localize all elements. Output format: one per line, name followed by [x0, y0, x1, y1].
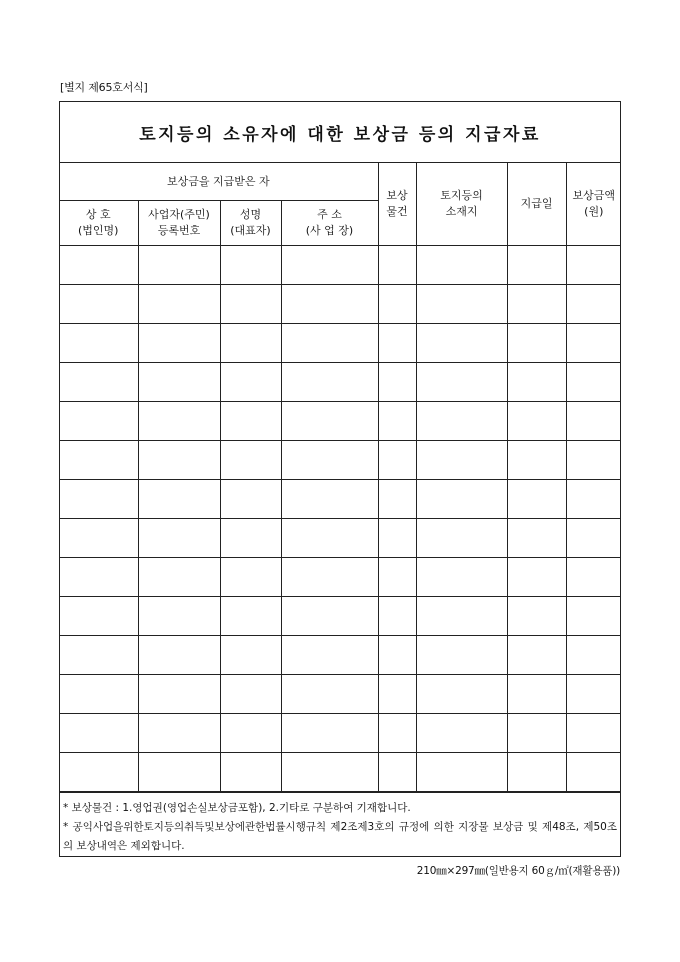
table-cell[interactable] — [378, 753, 416, 792]
table-cell[interactable] — [220, 246, 281, 285]
header-amount: 보상금액 (원) — [566, 163, 621, 246]
table-cell[interactable] — [281, 636, 378, 675]
table-cell[interactable] — [59, 441, 138, 480]
table-cell[interactable] — [220, 441, 281, 480]
paper-spec: 210㎜×297㎜(일반용지 60ｇ/㎡(재활용품)) — [416, 865, 620, 877]
table-body — [59, 246, 621, 792]
table-cell[interactable] — [378, 675, 416, 714]
table-cell[interactable] — [59, 597, 138, 636]
table-cell[interactable] — [138, 558, 220, 597]
recipient-group-header: 보상금을 지급받은 자 — [59, 163, 378, 201]
table-cell[interactable] — [507, 441, 566, 480]
table-cell[interactable] — [220, 753, 281, 792]
table-cell[interactable] — [281, 324, 378, 363]
table-cell[interactable] — [507, 753, 566, 792]
header-reg-no: 사업자(주민) 등록번호 — [138, 201, 220, 246]
table-cell[interactable] — [507, 285, 566, 324]
table-cell[interactable] — [416, 597, 507, 636]
header-company: 상 호 (법인명) — [59, 201, 138, 246]
header-name: 성명 (대표자) — [220, 201, 281, 246]
table-cell[interactable] — [220, 636, 281, 675]
notes-section — [60, 792, 620, 856]
table-cell[interactable] — [59, 636, 138, 675]
payment-table — [59, 163, 621, 792]
table-cell[interactable] — [138, 402, 220, 441]
table-cell[interactable] — [281, 714, 378, 753]
table-cell[interactable] — [378, 402, 416, 441]
table-cell[interactable] — [59, 519, 138, 558]
table-cell[interactable] — [378, 480, 416, 519]
table-cell[interactable] — [59, 324, 138, 363]
table-cell[interactable] — [138, 285, 220, 324]
table-cell[interactable] — [566, 597, 621, 636]
table-cell[interactable] — [416, 324, 507, 363]
table-cell[interactable] — [507, 246, 566, 285]
table-row — [59, 636, 621, 675]
note-item-2: * 공익사업을위한토지등의취득및보상에관한법률시행규칙 제2조제3호의 규정에 의한 지장물 보상금 및 제48조, 제50조의 보상내역은 제외합니다. — [63, 821, 617, 852]
table-cell[interactable] — [220, 480, 281, 519]
table-cell[interactable] — [281, 519, 378, 558]
table-cell[interactable] — [566, 558, 621, 597]
table-row — [59, 285, 621, 324]
table-cell[interactable] — [566, 441, 621, 480]
table-cell[interactable] — [416, 480, 507, 519]
table-cell[interactable] — [59, 285, 138, 324]
table-cell[interactable] — [416, 558, 507, 597]
table-cell[interactable] — [138, 441, 220, 480]
table-row — [59, 519, 621, 558]
table-cell[interactable] — [566, 324, 621, 363]
table-cell[interactable] — [138, 324, 220, 363]
table-cell[interactable] — [220, 597, 281, 636]
table-cell[interactable] — [281, 246, 378, 285]
table-cell[interactable] — [59, 753, 138, 792]
note-item-1: * 보상물건 : 1.영업권(영업손실보상금포함), 2.기타로 구분하여 기재합니다. — [63, 802, 411, 814]
table-cell[interactable] — [281, 441, 378, 480]
table-cell[interactable] — [416, 363, 507, 402]
table-cell[interactable] — [378, 714, 416, 753]
table-cell[interactable] — [566, 285, 621, 324]
header-address: 주 소 (사 업 장) — [281, 201, 378, 246]
table-cell[interactable] — [138, 246, 220, 285]
table-cell[interactable] — [138, 363, 220, 402]
table-cell[interactable] — [220, 324, 281, 363]
table-cell[interactable] — [566, 519, 621, 558]
table-cell[interactable] — [281, 402, 378, 441]
table-cell[interactable] — [566, 753, 621, 792]
table-cell[interactable] — [220, 363, 281, 402]
table-row — [59, 246, 621, 285]
table-cell[interactable] — [507, 636, 566, 675]
table-cell[interactable] — [220, 402, 281, 441]
table-cell[interactable] — [378, 363, 416, 402]
table-cell[interactable] — [566, 480, 621, 519]
table-cell[interactable] — [281, 558, 378, 597]
table-cell[interactable] — [566, 636, 621, 675]
table-cell[interactable] — [281, 753, 378, 792]
table-cell[interactable] — [566, 714, 621, 753]
table-cell[interactable] — [138, 675, 220, 714]
table-cell[interactable] — [416, 636, 507, 675]
table-cell[interactable] — [416, 285, 507, 324]
header-item: 보상 물건 — [378, 163, 416, 246]
table-cell[interactable] — [378, 519, 416, 558]
table-cell[interactable] — [378, 441, 416, 480]
table-cell[interactable] — [507, 558, 566, 597]
table-cell[interactable] — [59, 675, 138, 714]
form-frame — [59, 101, 621, 857]
table-cell[interactable] — [378, 597, 416, 636]
table-cell[interactable] — [566, 246, 621, 285]
table-cell[interactable] — [220, 675, 281, 714]
title-area — [60, 102, 620, 163]
table-cell[interactable] — [507, 714, 566, 753]
table-cell[interactable] — [566, 402, 621, 441]
table-row — [59, 441, 621, 480]
table-cell[interactable] — [507, 402, 566, 441]
table-cell[interactable] — [138, 714, 220, 753]
table-cell[interactable] — [507, 324, 566, 363]
table-cell[interactable] — [138, 753, 220, 792]
table-cell[interactable] — [378, 324, 416, 363]
table-cell[interactable] — [59, 480, 138, 519]
table-cell[interactable] — [416, 441, 507, 480]
table-cell[interactable] — [220, 519, 281, 558]
table-cell[interactable] — [378, 285, 416, 324]
table-row — [59, 597, 621, 636]
table-cell[interactable] — [507, 519, 566, 558]
table-row — [59, 558, 621, 597]
table-cell[interactable] — [416, 714, 507, 753]
table-cell[interactable] — [220, 285, 281, 324]
table-cell[interactable] — [281, 285, 378, 324]
table-cell[interactable] — [507, 597, 566, 636]
table-cell[interactable] — [138, 597, 220, 636]
header-pay-date: 지급일 — [507, 163, 566, 246]
table-cell[interactable] — [378, 246, 416, 285]
table-cell[interactable] — [416, 402, 507, 441]
table-cell[interactable] — [138, 519, 220, 558]
table-cell[interactable] — [281, 597, 378, 636]
table-cell[interactable] — [378, 558, 416, 597]
table-row — [59, 324, 621, 363]
table-cell[interactable] — [416, 675, 507, 714]
table-row — [59, 363, 621, 402]
table-cell[interactable] — [507, 480, 566, 519]
form-number: [별지 제65호서식] — [60, 81, 148, 94]
table-cell[interactable] — [378, 636, 416, 675]
table-row — [59, 714, 621, 753]
table-cell[interactable] — [138, 636, 220, 675]
table-row — [59, 675, 621, 714]
table-cell[interactable] — [281, 675, 378, 714]
table-cell[interactable] — [281, 363, 378, 402]
table-cell[interactable] — [416, 519, 507, 558]
table-cell[interactable] — [59, 246, 138, 285]
table-cell[interactable] — [220, 714, 281, 753]
table-cell[interactable] — [59, 363, 138, 402]
table-cell[interactable] — [566, 363, 621, 402]
table-cell[interactable] — [138, 480, 220, 519]
table-cell[interactable] — [59, 714, 138, 753]
table-cell[interactable] — [507, 675, 566, 714]
table-cell[interactable] — [220, 558, 281, 597]
table-cell[interactable] — [416, 753, 507, 792]
table-cell[interactable] — [507, 363, 566, 402]
header-row-1 — [59, 163, 621, 201]
table-row — [59, 402, 621, 441]
table-cell[interactable] — [59, 402, 138, 441]
table-cell[interactable] — [416, 246, 507, 285]
table-row — [59, 480, 621, 519]
table-row — [59, 753, 621, 792]
table-cell[interactable] — [59, 558, 138, 597]
header-location: 토지등의 소재지 — [416, 163, 507, 246]
table-cell[interactable] — [566, 675, 621, 714]
form-title: 토지등의 소유자에 대한 보상금 등의 지급자료 — [139, 124, 541, 145]
table-cell[interactable] — [281, 480, 378, 519]
